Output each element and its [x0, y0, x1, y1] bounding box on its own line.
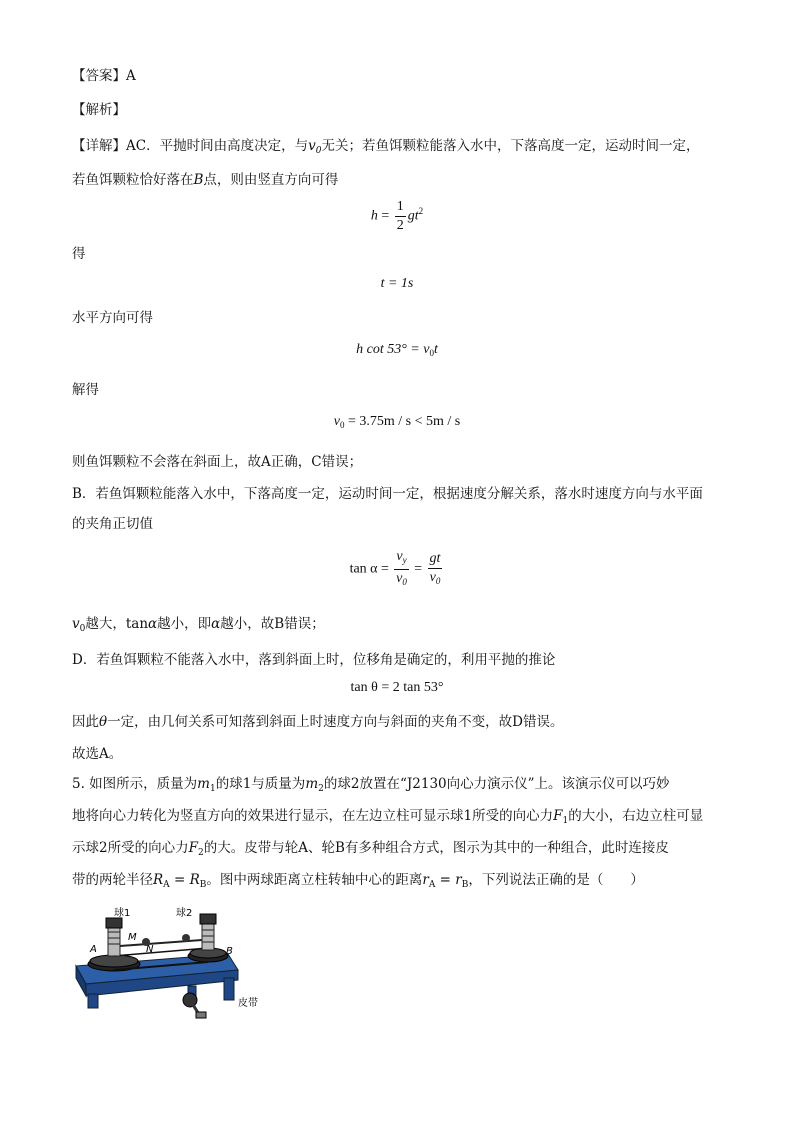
b-conclusion: $v_0$越大，tanα越小，即α越小，故B错误； [72, 616, 325, 634]
centripetal-force-apparatus-figure [68, 904, 298, 1024]
detail-line-2 [72, 170, 338, 190]
q5-l4-b: 。图中两球距离立柱转轴中心的距离 [206, 872, 423, 888]
detail-line-2-a: 若鱼饵颗粒恰好落在 [72, 172, 194, 188]
horizontal-label: 水平方向可得 [72, 310, 153, 326]
q5-l4-a: 带的两轮半径 [72, 872, 153, 888]
equation-3: h $\cot 53^\circ = v_0t$ [356, 342, 438, 358]
fig-label-m: M [128, 932, 137, 943]
eq1-den: 2 [396, 218, 404, 233]
eq5-sub2: 0 [402, 577, 407, 587]
q5-line-4: 带的两轮半径$R_A = R_B$。图中两球距离立柱转轴中心的距离$r_A = r_B$，下列说法正确的是（ ） [72, 872, 644, 890]
b-line-2: 的夹角正切值 [72, 516, 153, 532]
b-line-1: B．若鱼饵颗粒能落入水中，下落高度一定，运动时间一定，根据速度分解关系，落水时速度方向与水平面 [72, 486, 703, 502]
q5-line-3: 示球2所受的向心力$F_2$的大。皮带与轮A、轮B有多种组合方式，图示为其中的一种组合，此时连接皮 [72, 840, 669, 858]
b-conclusion-c: 越小，故B错误； [220, 616, 325, 632]
equation-5: tan α = $\frac{v_y}{v_0}$ = $\frac{gt}{v_0}$ [0, 548, 794, 591]
q5-l2-b: 的大小，右边立柱可显 [568, 808, 704, 824]
fig-label-belt: 皮带 [238, 998, 258, 1009]
detail-line-1-b: 无关；若鱼饵颗粒能落入水中，下落高度一定，运动时间一定， [321, 138, 700, 154]
eq5-den2: v [429, 569, 436, 585]
analysis-label: 【解析】 [72, 102, 126, 118]
eq5-frac-1 [394, 548, 408, 591]
eq4-text: = 3.75m / s < 5m / s [347, 414, 461, 429]
equation-4: $v_0 = 3.75m / s < 5m / s$ [333, 414, 461, 430]
eq5-sub1: y [402, 555, 407, 565]
d-conclusion-a: 因此 [72, 714, 99, 730]
eq5-sub3: 0 [435, 575, 441, 586]
d-line: D．若鱼饵颗粒不能落入水中，落到斜面上时，位移角是确定的，利用平抛的推论 [72, 652, 556, 668]
eq1-rhs: gt [407, 208, 419, 224]
q5-l3-b: 的大。皮带与轮A、轮B有多种组合方式，图示为其中的一种组合，此时连接皮 [203, 840, 669, 856]
q5-l1-b: 的球1与质量为 [215, 776, 306, 792]
detail-line-1-a: 【详解】AC．平抛时间由高度决定，与 [72, 138, 309, 154]
eq5-lhs: tan α = [349, 561, 389, 577]
eq5-num2: gt [428, 550, 443, 569]
point-b: B [193, 172, 204, 188]
eq1-num: 1 [395, 198, 406, 217]
fig-label-ball2: 球2 [176, 908, 193, 919]
solve-label: 解得 [72, 382, 99, 398]
detail-line-2-c: 点，则由竖直方向可得 [203, 172, 339, 188]
eq1-lhs: h [370, 208, 378, 224]
q5-l3-a: 示球2所受的向心力 [72, 840, 189, 856]
eq5-num1: v [396, 549, 403, 564]
choose-line: 故选A。 [72, 746, 123, 762]
q5-l1-a: 5. 如图所示，质量为 [72, 776, 198, 792]
fig-label-n: N [146, 944, 154, 955]
eq5-den1: v [396, 571, 403, 586]
q5-l1-c: 的球2放置在“J2130向心力演示仪”上。该演示仪可以巧妙 [323, 776, 670, 792]
equation-6: tan θ = 2 tan 53° [350, 680, 444, 695]
fig-label-b: B [226, 946, 233, 957]
eq3-text: h cot 53° = v [356, 342, 430, 357]
q5-l4-c: ，下列说法正确的是（ ） [468, 872, 644, 888]
equation-2: t = 1s [380, 276, 414, 291]
q5-line-2: 地将向心力转化为竖直方向的效果进行显示，在左边立柱可显示球1所受的向心力$F_1$的大小，右边立柱可显 [72, 808, 704, 826]
fig-label-a: A [90, 944, 97, 955]
v0-symbol: $v_0$ [308, 138, 322, 156]
d-conclusion-b: 一定，由几何关系可知落到斜面上时速度方向与斜面的夹角不变，故D错误。 [107, 714, 564, 730]
q5-l2: 地将向心力转化为竖直方向的效果进行显示，在左边立柱可显示球1所受的向心力 [72, 808, 554, 824]
answer-line: 【答案】A [72, 68, 136, 84]
fig-label-ball1: 球1 [114, 908, 131, 919]
eq5-frac-2 [428, 550, 443, 590]
b-conclusion-a: 越大，tan [85, 616, 149, 632]
b-conclusion-b: 越小，即 [157, 616, 212, 632]
detail-line-1 [72, 136, 699, 161]
conclusion-ac: 则鱼饵颗粒不会落在斜面上，故A正确，C错误； [72, 454, 363, 470]
q5-line-1: 5. 如图所示，质量为$m_1$的球1与质量为$m_2$的球2放置在“J2130向心力演示仪”上。该演示仪可以巧妙 [72, 776, 670, 794]
equation-1: h = $\frac{1}{2}$ $gt^2$ [370, 199, 424, 233]
d-conclusion: 因此θ一定，由几何关系可知落到斜面上时速度方向与斜面的夹角不变，故D错误。 [72, 714, 564, 730]
eq1-fraction [395, 198, 406, 235]
de-label: 得 [72, 246, 86, 262]
